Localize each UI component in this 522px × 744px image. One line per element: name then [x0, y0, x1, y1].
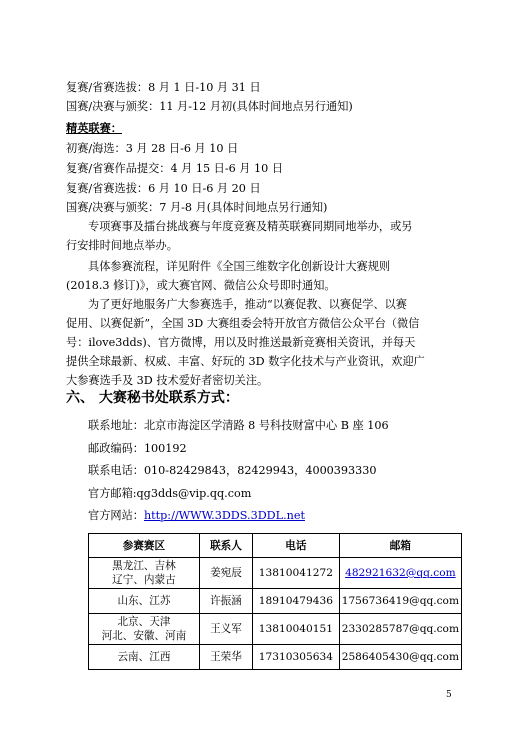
contact-table [88, 533, 462, 670]
contact-cell: 姜宛辰 [199, 558, 252, 589]
contact-cell: 王荣华 [199, 645, 252, 670]
region-cell [89, 558, 200, 589]
phone-cell: 17310305634 [253, 645, 340, 670]
para-service-3: 号：ilove3dds)、官方微博，用以及时推送最新竞赛相关资讯，并每天 [66, 336, 416, 349]
phone-cell: 18910479436 [253, 589, 340, 614]
contact-website [88, 508, 305, 524]
email-cell: 2586405430@qq.com [339, 645, 461, 670]
para-service-5: 大参赛选手及 3D 技术爱好者密切关注。 [66, 374, 269, 387]
line-elite-final: 国赛/决赛与颁奖：7 月-8 月(具体时间地点另行通知) [66, 201, 328, 214]
para-service-2: 促用、以赛促新”，全国 3D 大赛组委会特开放官方微信公众平台（微信 [66, 317, 420, 330]
page-number: 5 [446, 690, 452, 700]
region-line: 北京、天津 [117, 616, 171, 628]
email-cell [339, 558, 461, 589]
para-process-2: (2018.3 修订)》，或大赛官网、微信公众号即时通知。 [66, 279, 336, 292]
header-region: 参赛赛区 [89, 534, 200, 558]
para-special-1: 专项赛事及擂台挑战赛与年度竞赛及精英联赛同期同地举办，或另 [88, 220, 413, 233]
website-link[interactable]: http://WWW.3DDS.3DDL.net [143, 509, 305, 522]
website-label: 官方网站： [88, 509, 144, 522]
table-row [89, 558, 462, 589]
region-cell [89, 614, 200, 645]
region-cell: 云南、江西 [89, 645, 200, 670]
elite-league-heading: 精英联赛： [66, 121, 122, 135]
line-final: 国赛/决赛与颁奖：11 月-12 月初(具体时间地点另行通知) [66, 100, 353, 113]
email-link[interactable]: 482921632@qq.com [345, 567, 456, 579]
contact-cell: 王义军 [199, 614, 252, 645]
para-process-1: 具体参赛流程，详见附件《全国三维数字化创新设计大赛规则 [88, 260, 391, 273]
line-elite-submit: 复赛/省赛作品提交：4 月 15 日-6 月 10 日 [66, 162, 284, 175]
para-special-2: 行安排时间地点举办。 [66, 239, 178, 252]
line-semifinal: 复赛/省赛选拔：8 月 1 日-10 月 31 日 [66, 81, 261, 94]
line-elite-semifinal: 复赛/省赛选拔：6 月 10 日-6 月 20 日 [66, 182, 261, 195]
section-title: 六、 大赛秘书处联系方式： [66, 390, 239, 406]
region-line: 辽宁、内蒙古 [112, 574, 176, 586]
contact-email: 官方邮箱:qg3dds@vip.qq.com [88, 487, 252, 500]
phone-cell: 13810041272 [253, 558, 340, 589]
table-row [89, 589, 462, 614]
region-line: 河北、安徽、河南 [101, 630, 187, 642]
email-cell: 1756736419@qq.com [339, 589, 461, 614]
table-header-row [89, 534, 462, 558]
header-email: 邮箱 [339, 534, 461, 558]
region-line: 黑龙江、吉林 [112, 560, 176, 572]
para-service-4: 提供全球最新、权威、丰富、好玩的 3D 数字化技术与产业资讯，欢迎广 [66, 355, 425, 368]
line-elite-prelim: 初赛/海选：3 月 28 日-6 月 10 日 [66, 142, 239, 155]
table-row [89, 614, 462, 645]
table-row [89, 645, 462, 670]
contact-postcode: 邮政编码：100192 [88, 442, 187, 455]
email-cell: 2330285787@qq.com [339, 614, 461, 645]
para-service-1: 为了更好地服务广大参赛选手，推动“以赛促教、以赛促学、以赛 [88, 298, 407, 311]
contact-address: 联系地址：北京市海淀区学清路 8 号科技财富中心 B 座 106 [88, 419, 389, 432]
phone-cell: 13810040151 [253, 614, 340, 645]
contact-cell: 许振涵 [199, 589, 252, 614]
contact-phone: 联系电话：010-82429843，82429943，4000393330 [88, 464, 377, 477]
header-contact: 联系人 [199, 534, 252, 558]
header-phone: 电话 [253, 534, 340, 558]
region-cell: 山东、江苏 [89, 589, 200, 614]
